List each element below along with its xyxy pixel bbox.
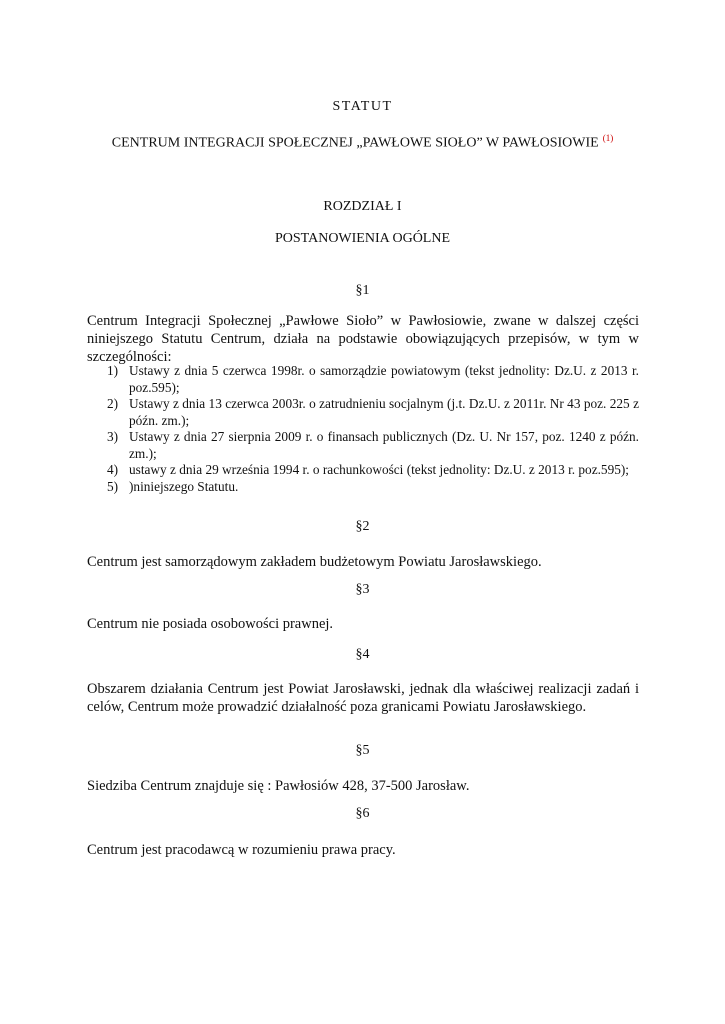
section-2-text: Centrum jest samorządowym zakładem budżetowym Powiatu Jarosławskiego. bbox=[87, 554, 542, 570]
footnote-mark: (1) bbox=[602, 133, 614, 143]
list-item-text: Ustawy z dnia 13 czerwca 2003r. o zatrudnieniu socjalnym (j.t. Dz.U. z 2011r. Nr 43 poz. 225 z późn. zm.); bbox=[129, 396, 639, 428]
list-item-text: Ustawy z dnia 27 sierpnia 2009 r. o finansach publicznych (Dz. U. Nr 157, poz. 1240 z późn. zm.); bbox=[129, 429, 639, 461]
section-mark-4: §4 bbox=[355, 647, 370, 662]
section-mark-6: §6 bbox=[355, 806, 370, 821]
document-title: STATUT bbox=[332, 99, 393, 114]
list-item-number: 1) bbox=[107, 363, 119, 378]
center-name-heading bbox=[0, 133, 725, 152]
section-mark-2: §2 bbox=[355, 519, 370, 534]
chapter-heading: ROZDZIAŁ I bbox=[323, 199, 402, 214]
legal-basis-list bbox=[87, 363, 639, 495]
list-item-text: Ustawy z dnia 5 czerwca 1998r. o samorządzie powiatowym (tekst jednolity: Dz.U. z 2013 r. poz.595); bbox=[129, 363, 639, 395]
center-name: CENTRUM INTEGRACJI SPOŁECZNEJ „PAWŁOWE SIOŁO” W PAWŁOSIOWIE bbox=[111, 135, 599, 151]
list-item bbox=[87, 462, 639, 479]
section-mark-3: §3 bbox=[355, 582, 370, 597]
list-item bbox=[87, 363, 639, 396]
list-item-text: )niniejszego Statutu. bbox=[129, 478, 239, 494]
list-item-number: 4) bbox=[107, 462, 119, 477]
section-1-text: Centrum Integracji Społecznej „Pawłowe Sioło” w Pawłosiowie, zwane w dalszej części niniejszego Statutu Centrum, działa na podstawie obowiązujących przepisów, w tym w szczególności: bbox=[87, 313, 639, 365]
list-item-number: 2) bbox=[107, 396, 119, 411]
list-item bbox=[87, 396, 639, 429]
section-4-text: Obszarem działania Centrum jest Powiat Jarosławski, jednak dla właściwej realizacji zadań i celów, Centrum może prowadzić działalność poza granicami Powiatu Jarosławskiego. bbox=[87, 681, 639, 715]
list-item bbox=[87, 479, 639, 496]
section-mark-1: §1 bbox=[355, 283, 370, 298]
section-5-text: Siedziba Centrum znajduje się : Pawłosiów 428, 37-500 Jarosław. bbox=[87, 778, 470, 794]
list-item-number: 5) bbox=[107, 478, 119, 494]
section-6-text: Centrum jest pracodawcą w rozumieniu prawa pracy. bbox=[87, 842, 396, 858]
section-3-text: Centrum nie posiada osobowości prawnej. bbox=[87, 616, 334, 632]
section-mark-5: §5 bbox=[355, 743, 370, 758]
list-item bbox=[87, 429, 639, 462]
chapter-title: POSTANOWIENIA OGÓLNE bbox=[274, 231, 451, 246]
list-item-number: 3) bbox=[107, 429, 119, 444]
list-item-text: ustawy z dnia 29 września 1994 r. o rachunkowości (tekst jednolity: Dz.U. z 2013 r. poz.595); bbox=[129, 462, 630, 477]
